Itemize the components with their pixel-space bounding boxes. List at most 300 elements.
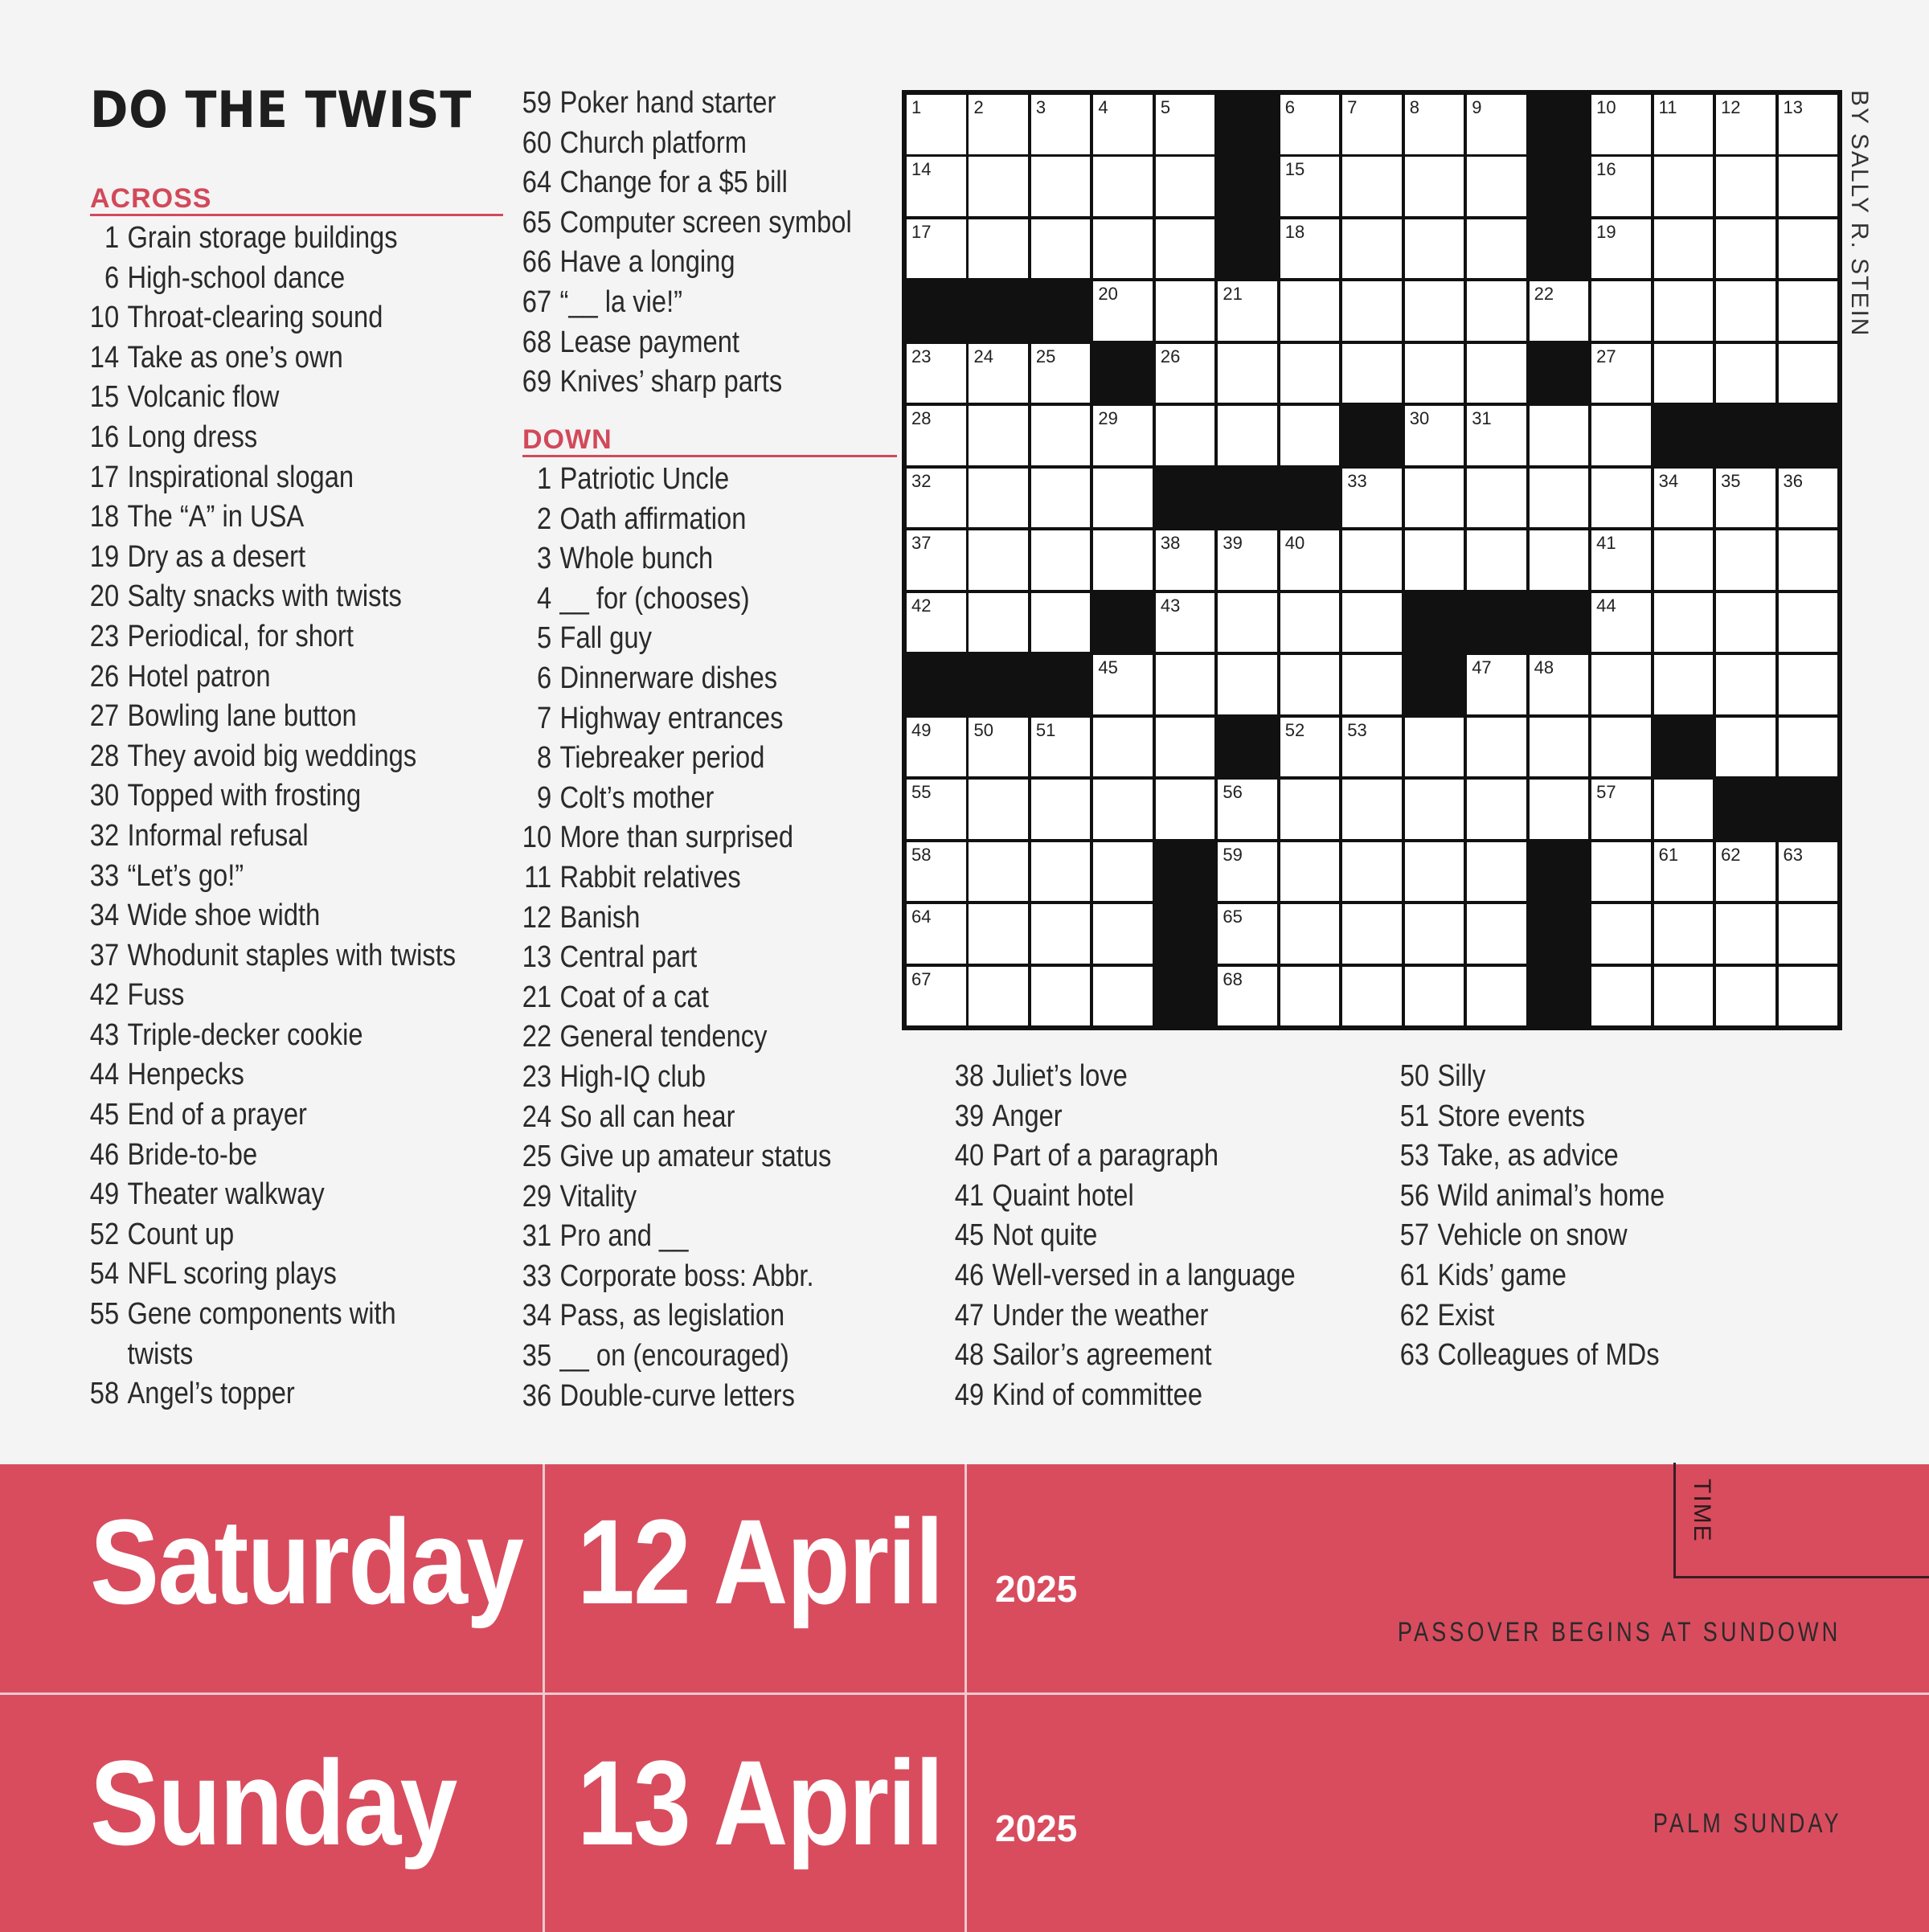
cell-number: 32 — [911, 470, 932, 491]
grid-cell[interactable] — [1341, 841, 1403, 903]
grid-cell[interactable] — [1465, 342, 1528, 405]
clue-item — [513, 500, 831, 540]
grid-cell[interactable] — [1653, 653, 1715, 716]
grid-cell[interactable] — [1465, 93, 1528, 156]
grid-cell[interactable] — [1091, 155, 1154, 218]
grid-cell[interactable] — [1279, 280, 1341, 342]
clue-text: Colt’s mother — [559, 780, 715, 815]
clue-text: NFL scoring plays — [127, 1257, 337, 1291]
grid-cell[interactable] — [1403, 965, 1466, 1028]
grid-cell[interactable] — [1590, 716, 1653, 779]
cell-number: 38 — [1160, 533, 1181, 554]
grid-cell[interactable] — [1341, 529, 1403, 591]
clue-text: Coat of a cat — [559, 980, 709, 1014]
grid-cell[interactable] — [1341, 280, 1403, 342]
grid-cell[interactable] — [1465, 155, 1528, 218]
clue-item — [945, 1136, 1296, 1177]
cell-number: 4 — [1098, 97, 1108, 117]
grid-cell[interactable] — [1279, 591, 1341, 654]
grid-cell[interactable] — [1465, 653, 1528, 716]
clue-number: 63 — [1399, 1338, 1430, 1373]
grid-cell[interactable] — [1590, 467, 1653, 530]
grid-cell[interactable] — [1777, 903, 1840, 965]
grid-cell[interactable] — [1465, 404, 1528, 467]
cell-number: 13 — [1783, 97, 1804, 117]
grid-cell[interactable] — [1279, 529, 1341, 591]
grid-cell[interactable] — [1403, 93, 1466, 156]
grid-cell[interactable] — [1091, 404, 1154, 467]
clue-text: Bowling lane button — [127, 699, 357, 734]
grid-cell[interactable] — [1590, 218, 1653, 280]
black-square — [1216, 467, 1279, 530]
clue-item — [80, 418, 456, 458]
clue-item — [513, 779, 831, 819]
clue-item — [513, 283, 852, 323]
clue-item — [80, 298, 456, 338]
clue-text: Computer screen symbol — [559, 205, 852, 239]
black-square — [1403, 653, 1466, 716]
grid-cell[interactable] — [905, 155, 968, 218]
clue-item — [80, 1175, 456, 1215]
clue-number: 43 — [89, 1017, 120, 1052]
grid-cell[interactable] — [1154, 342, 1217, 405]
grid-cell[interactable] — [1341, 778, 1403, 841]
grid-cell[interactable] — [1403, 280, 1466, 342]
grid-cell[interactable] — [1528, 280, 1591, 342]
grid-cell[interactable] — [1341, 342, 1403, 405]
grid-cell[interactable] — [1653, 591, 1715, 654]
clue-number: 1 — [104, 221, 120, 255]
grid-cell[interactable] — [1653, 93, 1715, 156]
grid-cell[interactable] — [1154, 155, 1217, 218]
grid-cell[interactable] — [1091, 280, 1154, 342]
grid-cell[interactable] — [1653, 342, 1715, 405]
grid-cell[interactable] — [1653, 155, 1715, 218]
grid-cell[interactable] — [1777, 716, 1840, 779]
grid-cell[interactable] — [1528, 404, 1591, 467]
grid-cell[interactable] — [967, 342, 1030, 405]
clue-number: 35 — [522, 1339, 552, 1373]
clue-item — [513, 978, 831, 1018]
cell-number: 18 — [1284, 221, 1305, 242]
grid-cell[interactable] — [1403, 342, 1466, 405]
grid-cell[interactable] — [1403, 778, 1466, 841]
grid-cell[interactable] — [967, 965, 1030, 1028]
clue-number: 8 — [536, 741, 552, 776]
cell-number: 23 — [911, 346, 932, 366]
grid-cell[interactable] — [1279, 218, 1341, 280]
grid-cell[interactable] — [1528, 716, 1591, 779]
grid-cell[interactable] — [1341, 591, 1403, 654]
grid-cell[interactable] — [1590, 903, 1653, 965]
grid-cell[interactable] — [1279, 93, 1341, 156]
cell-number: 14 — [911, 159, 932, 180]
clue-number: 11 — [524, 860, 552, 894]
grid-cell[interactable] — [1653, 467, 1715, 530]
cell-number: 63 — [1783, 844, 1804, 865]
grid-cell[interactable] — [1341, 93, 1403, 156]
clue-text: Volcanic flow — [127, 380, 280, 415]
grid-cell[interactable] — [1279, 965, 1341, 1028]
cell-number: 39 — [1223, 533, 1243, 554]
grid-cell[interactable] — [1714, 591, 1777, 654]
grid-cell[interactable] — [1590, 965, 1653, 1028]
grid-cell[interactable] — [1091, 218, 1154, 280]
grid-cell[interactable] — [1091, 778, 1154, 841]
clue-text: Bride-to-be — [127, 1137, 258, 1172]
down-clues-continued-1 — [945, 1057, 1353, 1415]
grid-cell[interactable] — [1590, 93, 1653, 156]
cell-number: 34 — [1658, 470, 1679, 491]
cell-number: 59 — [1223, 844, 1243, 865]
grid-cell[interactable] — [1714, 218, 1777, 280]
grid-cell[interactable] — [1154, 404, 1217, 467]
grid-cell[interactable] — [1216, 591, 1279, 654]
grid-cell[interactable] — [967, 467, 1030, 530]
black-square — [967, 280, 1030, 342]
clue-text: High-school dance — [127, 260, 346, 295]
grid-cell[interactable] — [1590, 280, 1653, 342]
grid-cell[interactable] — [1030, 903, 1092, 965]
grid-cell[interactable] — [1154, 716, 1217, 779]
cell-number: 45 — [1098, 657, 1118, 678]
grid-cell[interactable] — [1403, 716, 1466, 779]
clue-item — [513, 1177, 831, 1218]
clue-item — [513, 659, 831, 699]
clue-item — [80, 577, 456, 617]
grid-cell[interactable] — [1590, 155, 1653, 218]
grid-cell[interactable] — [1777, 467, 1840, 530]
date-april-13: 13 April — [577, 1735, 943, 1870]
grid-cell[interactable] — [967, 218, 1030, 280]
black-square — [1154, 903, 1217, 965]
grid-cell[interactable] — [1216, 280, 1279, 342]
grid-cell[interactable] — [1091, 965, 1154, 1028]
grid-cell[interactable] — [967, 778, 1030, 841]
grid-cell[interactable] — [1777, 841, 1840, 903]
grid-cell[interactable] — [967, 716, 1030, 779]
cell-number: 33 — [1347, 470, 1367, 491]
grid-cell[interactable] — [1279, 342, 1341, 405]
grid-cell[interactable] — [905, 404, 968, 467]
clue-item — [945, 1256, 1296, 1296]
grid-cell[interactable] — [1154, 778, 1217, 841]
grid-cell[interactable] — [1279, 903, 1341, 965]
black-square — [1216, 218, 1279, 280]
grid-cell[interactable] — [905, 716, 968, 779]
clue-number: 58 — [89, 1377, 120, 1411]
grid-cell[interactable] — [1653, 529, 1715, 591]
clue-item — [513, 579, 831, 620]
grid-cell[interactable] — [905, 965, 968, 1028]
clue-text: Fuss — [127, 978, 185, 1013]
grid-cell[interactable] — [967, 841, 1030, 903]
clue-item — [80, 1016, 456, 1056]
clue-item — [945, 1097, 1296, 1137]
grid-cell[interactable] — [1714, 342, 1777, 405]
black-square — [967, 653, 1030, 716]
grid-cell[interactable] — [1777, 529, 1840, 591]
grid-cell[interactable] — [1714, 903, 1777, 965]
clue-text: Sailor’s agreement — [992, 1338, 1212, 1373]
clue-item — [80, 697, 456, 737]
clue-item — [1390, 1136, 1665, 1177]
grid-cell[interactable] — [1030, 965, 1092, 1028]
grid-cell[interactable] — [1091, 529, 1154, 591]
grid-cell[interactable] — [1714, 280, 1777, 342]
grid-cell[interactable] — [1528, 467, 1591, 530]
grid-cell[interactable] — [1154, 93, 1217, 156]
clue-number: 25 — [522, 1140, 552, 1174]
grid-cell[interactable] — [1777, 280, 1840, 342]
grid-cell[interactable] — [1403, 467, 1466, 530]
clue-text: Angel’s topper — [127, 1377, 295, 1411]
grid-cell[interactable] — [1154, 591, 1217, 654]
black-square — [1528, 93, 1591, 156]
cell-number: 15 — [1284, 159, 1305, 180]
grid-cell[interactable] — [1030, 218, 1092, 280]
grid-cell[interactable] — [1465, 467, 1528, 530]
cell-number: 56 — [1223, 782, 1243, 803]
grid-cell[interactable] — [1528, 653, 1591, 716]
grid-cell[interactable] — [1465, 218, 1528, 280]
grid-cell[interactable] — [1777, 218, 1840, 280]
grid-cell[interactable] — [1590, 404, 1653, 467]
grid-cell[interactable] — [905, 778, 968, 841]
clue-text: “__ la vie!” — [559, 284, 683, 319]
clue-item — [513, 1137, 831, 1177]
grid-cell[interactable] — [1341, 653, 1403, 716]
grid-cell[interactable] — [1341, 716, 1403, 779]
clue-number: 39 — [954, 1099, 985, 1133]
grid-cell[interactable] — [1030, 155, 1092, 218]
grid-cell[interactable] — [1714, 529, 1777, 591]
grid-cell[interactable] — [905, 467, 968, 530]
grid-cell[interactable] — [1590, 653, 1653, 716]
grid-cell[interactable] — [1279, 716, 1341, 779]
grid-cell[interactable] — [1030, 529, 1092, 591]
grid-cell[interactable] — [1465, 529, 1528, 591]
grid-cell[interactable] — [1403, 903, 1466, 965]
grid-cell[interactable] — [1653, 778, 1715, 841]
clue-number: 14 — [89, 340, 120, 375]
grid-cell[interactable] — [1091, 903, 1154, 965]
clue-text: Whodunit staples with twists — [127, 938, 457, 972]
grid-cell[interactable] — [1216, 342, 1279, 405]
date-april-12: 12 April — [577, 1494, 943, 1629]
grid-cell[interactable] — [1777, 342, 1840, 405]
grid-cell[interactable] — [1091, 467, 1154, 530]
grid-cell[interactable] — [905, 342, 968, 405]
grid-cell[interactable] — [1216, 965, 1279, 1028]
grid-cell[interactable] — [1154, 280, 1217, 342]
clue-number: 38 — [954, 1059, 985, 1093]
cell-number: 17 — [911, 221, 932, 242]
cell-number: 20 — [1098, 284, 1118, 305]
black-square — [1653, 404, 1715, 467]
grid-cell[interactable] — [1030, 841, 1092, 903]
grid-cell[interactable] — [1279, 778, 1341, 841]
grid-cell[interactable] — [905, 529, 968, 591]
clue-number: 6 — [104, 260, 120, 295]
grid-cell[interactable] — [1341, 155, 1403, 218]
clue-item — [80, 219, 456, 259]
grid-cell[interactable] — [1216, 404, 1279, 467]
grid-cell[interactable] — [1653, 965, 1715, 1028]
grid-cell[interactable] — [1154, 653, 1217, 716]
clue-number: 12 — [522, 900, 552, 935]
grid-cell[interactable] — [1714, 841, 1777, 903]
clue-item — [1390, 1336, 1665, 1376]
clue-number: 28 — [89, 739, 120, 773]
grid-cell[interactable] — [1403, 404, 1466, 467]
grid-cell[interactable] — [1714, 467, 1777, 530]
grid-cell[interactable] — [1091, 93, 1154, 156]
across-heading: ACROSS — [90, 183, 503, 216]
clue-text: Poker hand starter — [559, 86, 776, 120]
band-column-divider — [543, 1464, 545, 1932]
grid-cell[interactable] — [1403, 218, 1466, 280]
clue-text: More than surprised — [559, 821, 794, 855]
clue-number: 42 — [89, 978, 120, 1013]
grid-cell[interactable] — [1030, 591, 1092, 654]
clue-text: So all can hear — [559, 1099, 735, 1134]
day-name-sunday: Sunday — [90, 1735, 457, 1870]
grid-cell[interactable] — [1714, 653, 1777, 716]
grid-cell[interactable] — [1341, 965, 1403, 1028]
grid-cell[interactable] — [1653, 218, 1715, 280]
grid-cell[interactable] — [1653, 903, 1715, 965]
black-square — [1465, 591, 1528, 654]
grid-cell[interactable] — [1030, 778, 1092, 841]
grid-cell[interactable] — [905, 591, 968, 654]
clue-item — [513, 818, 831, 858]
time-label: TIME — [1689, 1479, 1715, 1543]
grid-cell[interactable] — [1465, 903, 1528, 965]
grid-cell[interactable] — [1590, 841, 1653, 903]
grid-cell[interactable] — [1341, 903, 1403, 965]
grid-cell[interactable] — [1091, 841, 1154, 903]
grid-cell[interactable] — [1590, 342, 1653, 405]
grid-cell[interactable] — [1714, 965, 1777, 1028]
grid-cell[interactable] — [1091, 716, 1154, 779]
grid-cell[interactable] — [1216, 841, 1279, 903]
cell-number: 9 — [1472, 97, 1482, 117]
grid-cell[interactable] — [1030, 467, 1092, 530]
black-square — [1714, 778, 1777, 841]
grid-cell[interactable] — [1403, 155, 1466, 218]
grid-cell[interactable] — [1465, 841, 1528, 903]
grid-cell[interactable] — [1777, 155, 1840, 218]
grid-cell[interactable] — [1590, 591, 1653, 654]
grid-cell[interactable] — [1216, 653, 1279, 716]
grid-cell[interactable] — [1216, 529, 1279, 591]
grid-cell[interactable] — [1030, 404, 1092, 467]
grid-cell[interactable] — [1279, 841, 1341, 903]
black-square — [1154, 467, 1217, 530]
grid-cell[interactable] — [1653, 841, 1715, 903]
clue-text: Highway entrances — [559, 701, 784, 735]
grid-cell[interactable] — [1341, 467, 1403, 530]
grid-cell[interactable] — [1403, 841, 1466, 903]
grid-cell[interactable] — [1279, 653, 1341, 716]
grid-cell[interactable] — [1777, 93, 1840, 156]
grid-cell[interactable] — [1528, 778, 1591, 841]
clue-text: The “A” in USA — [127, 500, 305, 534]
grid-cell[interactable] — [1465, 716, 1528, 779]
grid-cell[interactable] — [1714, 155, 1777, 218]
grid-cell[interactable] — [1528, 529, 1591, 591]
grid-cell[interactable] — [1590, 778, 1653, 841]
clue-number: 19 — [89, 539, 120, 574]
grid-cell[interactable] — [905, 903, 968, 965]
grid-cell[interactable] — [1154, 529, 1217, 591]
black-square — [1154, 841, 1217, 903]
grid-cell[interactable] — [1777, 653, 1840, 716]
grid-cell[interactable] — [1341, 218, 1403, 280]
grid-cell[interactable] — [1403, 529, 1466, 591]
cell-number: 64 — [911, 907, 932, 927]
clue-item — [945, 1336, 1296, 1376]
grid-cell[interactable] — [1777, 965, 1840, 1028]
clue-text: Kind of committee — [992, 1377, 1203, 1412]
clue-number: 60 — [522, 125, 552, 160]
grid-cell[interactable] — [1465, 965, 1528, 1028]
day-name-saturday: Saturday — [90, 1494, 523, 1629]
clue-number: 66 — [522, 245, 552, 280]
grid-cell[interactable] — [905, 218, 968, 280]
grid-cell[interactable] — [1216, 903, 1279, 965]
cell-number: 49 — [911, 719, 932, 740]
clue-item — [80, 617, 456, 657]
grid-cell[interactable] — [1714, 716, 1777, 779]
black-square — [1091, 342, 1154, 405]
grid-cell[interactable] — [905, 93, 968, 156]
grid-cell[interactable] — [1030, 93, 1092, 156]
clue-item — [80, 896, 456, 936]
grid-cell[interactable] — [1465, 778, 1528, 841]
grid-cell[interactable] — [1091, 653, 1154, 716]
grid-cell[interactable] — [1714, 93, 1777, 156]
grid-cell[interactable] — [905, 841, 968, 903]
clue-number: 46 — [954, 1258, 985, 1292]
grid-cell[interactable] — [967, 404, 1030, 467]
clue-text: Vitality — [559, 1179, 637, 1214]
grid-cell[interactable] — [967, 591, 1030, 654]
clue-number: 5 — [536, 621, 552, 656]
cell-number: 7 — [1347, 97, 1358, 117]
grid-cell[interactable] — [1154, 218, 1217, 280]
grid-cell[interactable] — [967, 529, 1030, 591]
cell-number: 51 — [1035, 719, 1056, 740]
black-square — [1154, 965, 1217, 1028]
grid-cell[interactable] — [1590, 529, 1653, 591]
clue-item — [80, 657, 456, 698]
clue-text: Anger — [992, 1099, 1063, 1133]
grid-cell[interactable] — [1653, 280, 1715, 342]
grid-cell[interactable] — [967, 155, 1030, 218]
grid-cell[interactable] — [967, 93, 1030, 156]
grid-cell[interactable] — [1465, 280, 1528, 342]
grid-cell[interactable] — [1777, 591, 1840, 654]
clue-text: Kids’ game — [1437, 1258, 1567, 1292]
grid-cell[interactable] — [1216, 778, 1279, 841]
grid-cell[interactable] — [1279, 155, 1341, 218]
grid-cell[interactable] — [1279, 404, 1341, 467]
grid-cell[interactable] — [1030, 716, 1092, 779]
grid-cell[interactable] — [967, 903, 1030, 965]
grid-cell[interactable] — [1030, 342, 1092, 405]
